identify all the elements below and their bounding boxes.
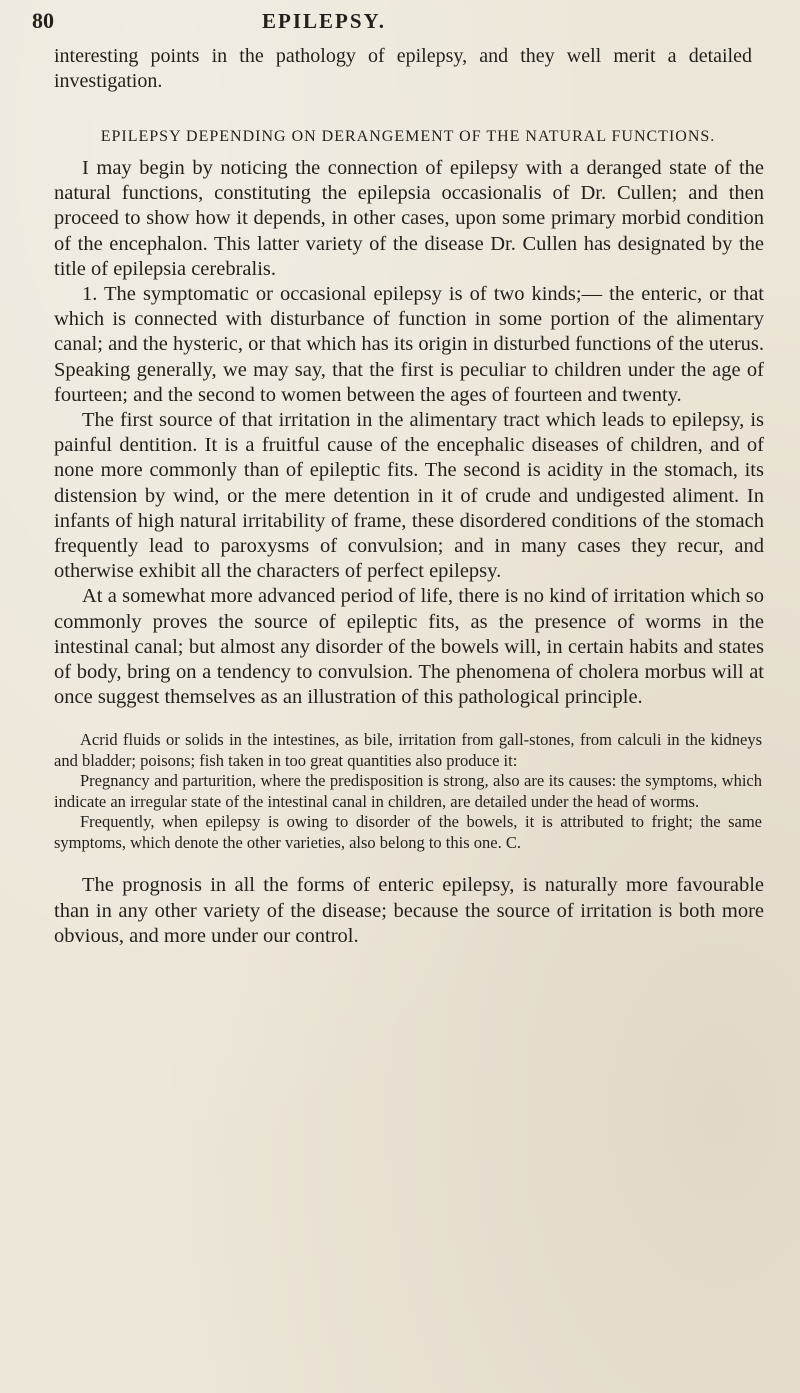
running-head bbox=[32, 8, 770, 44]
note-pregnancy: Pregnancy and parturition, where the predisposition is strong, also are its causes: the symptoms, which indicate an irregular state of the intestinal canal in children, are detailed under the head of worms. bbox=[54, 771, 762, 811]
section-heading: EPILEPSY DEPENDING ON DERANGEMENT OF THE NATURAL FUNCTIONS. bbox=[100, 128, 716, 145]
lead-paragraph: interesting points in the pathology of epilepsy, and they well merit a detailed investigation. bbox=[54, 45, 752, 92]
paragraph-first-source: The first source of that irritation in the alimentary tract which leads to epilepsy, is painful dentition. It is a fruitful cause of the encephalic diseases of children, and of none more commonly than of epileptic fits. The second is acidity in the stomach, its distension by wind, or the mere detention in it of crude and undigested aliment. In infants of high natural irritability of frame, these disordered conditions of the stomach frequently lead to paroxysms of convulsion; and in many cases they recur, and otherwise exhibit all the characters of perfect epilepsy. bbox=[54, 409, 764, 583]
paragraph-worms: At a somewhat more advanced period of life, there is no kind of irritation which so commonly proves the source of epileptic fits, as the presence of worms in the intestinal canal; but almost any disorder of the bowels will, in certain habits and states of body, bring on a tendency to convulsion. The phenomena of cholera morbus will at once suggest themselves as an illustration of this pathological principle. bbox=[54, 585, 764, 709]
paragraph-symptomatic: 1. The symptomatic or occasional epilepsy is of two kinds;— the enteric, or that which is connected with disturbance of function in some portion of the alimentary canal; and the hysteric, or that which has its origin in disturbed functions of the uterus. Speaking generally, we may say, that the first is peculiar to children under the age of fourteen; and the second to women between the ages of fourteen and twenty. bbox=[54, 283, 764, 406]
running-title: EPILEPSY. bbox=[262, 9, 387, 33]
paragraph-intro: I may begin by noticing the connection of epilepsy with a deranged state of the natural functions, constituting the epilepsia occasionalis of Dr. Cullen; and then proceed to show how it depends, in other cases, upon some primary morbid condition of the encephalon. This latter variety of the disease Dr. Cullen has designated by the title of epilepsia cerebralis. bbox=[54, 157, 764, 280]
paragraph-prognosis: The prognosis in all the forms of enteric epilepsy, is naturally more favourable than in any other variety of the disease; because the source of irritation is both more obvious, and more under our control. bbox=[54, 874, 764, 947]
page-number: 80 bbox=[32, 8, 54, 33]
note-acrid-fluids: Acrid fluids or solids in the intestines, as bile, irritation from gall-stones, from calculi in the kidneys and bladder; poisons; fish taken in too great quantities also produce it: bbox=[54, 730, 762, 770]
note-fright: Frequently, when epilepsy is owing to disorder of the bowels, it is attributed to fright; the same symptoms, which denote the other varieties, also belong to this one. C. bbox=[54, 812, 762, 852]
